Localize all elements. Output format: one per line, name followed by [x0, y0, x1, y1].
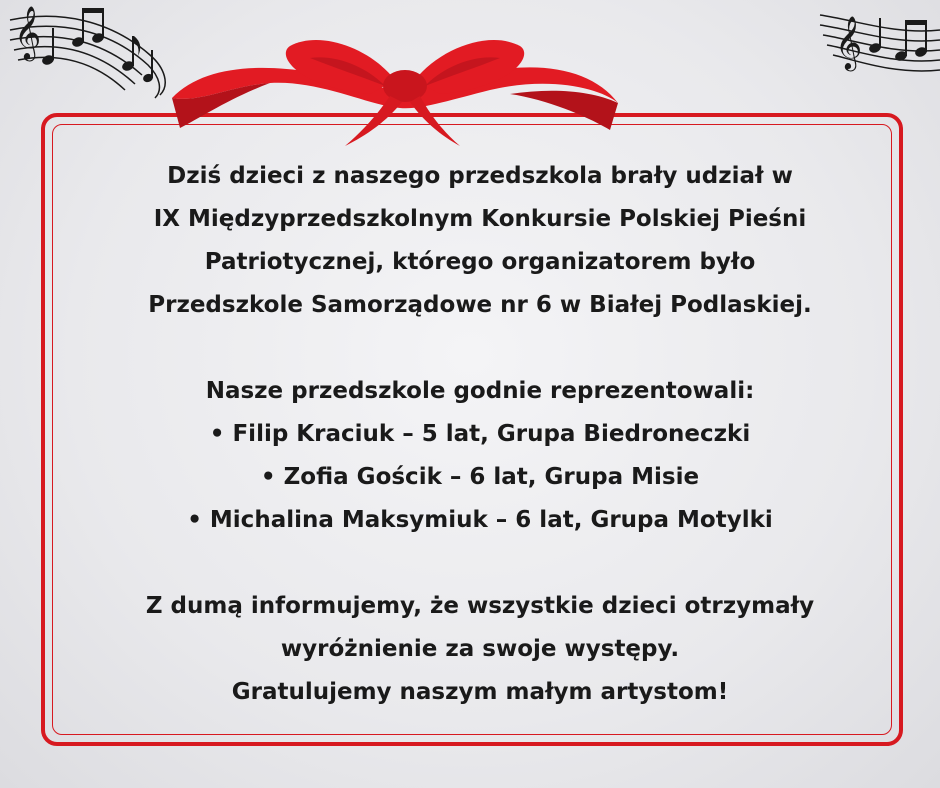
red-bow-icon: [170, 28, 620, 148]
participant-item: • Filip Kraciuk – 5 lat, Grupa Biedroneczki: [209, 421, 751, 447]
text-line: Dziś dzieci z naszego przedszkola brały udział w: [167, 163, 793, 189]
text-line: Z dumą informujemy, że wszystkie dzieci otrzymały: [145, 593, 815, 619]
participant-item: • Michalina Maksymiuk – 6 lat, Grupa Motylki: [187, 507, 773, 533]
text-line: Patriotycznej, którego organizatorem było: [204, 249, 756, 275]
svg-text:𝄞: 𝄞: [14, 5, 42, 59]
text-line: Przedszkole Samorządowe nr 6 w Białej Podlaskiej.: [148, 292, 812, 318]
participants-intro: Nasze przedszkole godnie reprezentowali:: [205, 378, 755, 404]
music-notes-right-icon: [815, 0, 940, 90]
participant-item: • Zofia Gościk – 6 lat, Grupa Misie: [260, 464, 700, 490]
text-line: IX Międzyprzedszkolnym Konkursie Polskiej Pieśni: [153, 206, 807, 232]
text-line: wyróżnienie za swoje występy.: [280, 636, 680, 662]
text-line: Gratulujemy naszym małym artystom!: [231, 679, 729, 705]
svg-text:𝄞: 𝄞: [835, 15, 863, 69]
announcement-text: [60, 155, 900, 714]
